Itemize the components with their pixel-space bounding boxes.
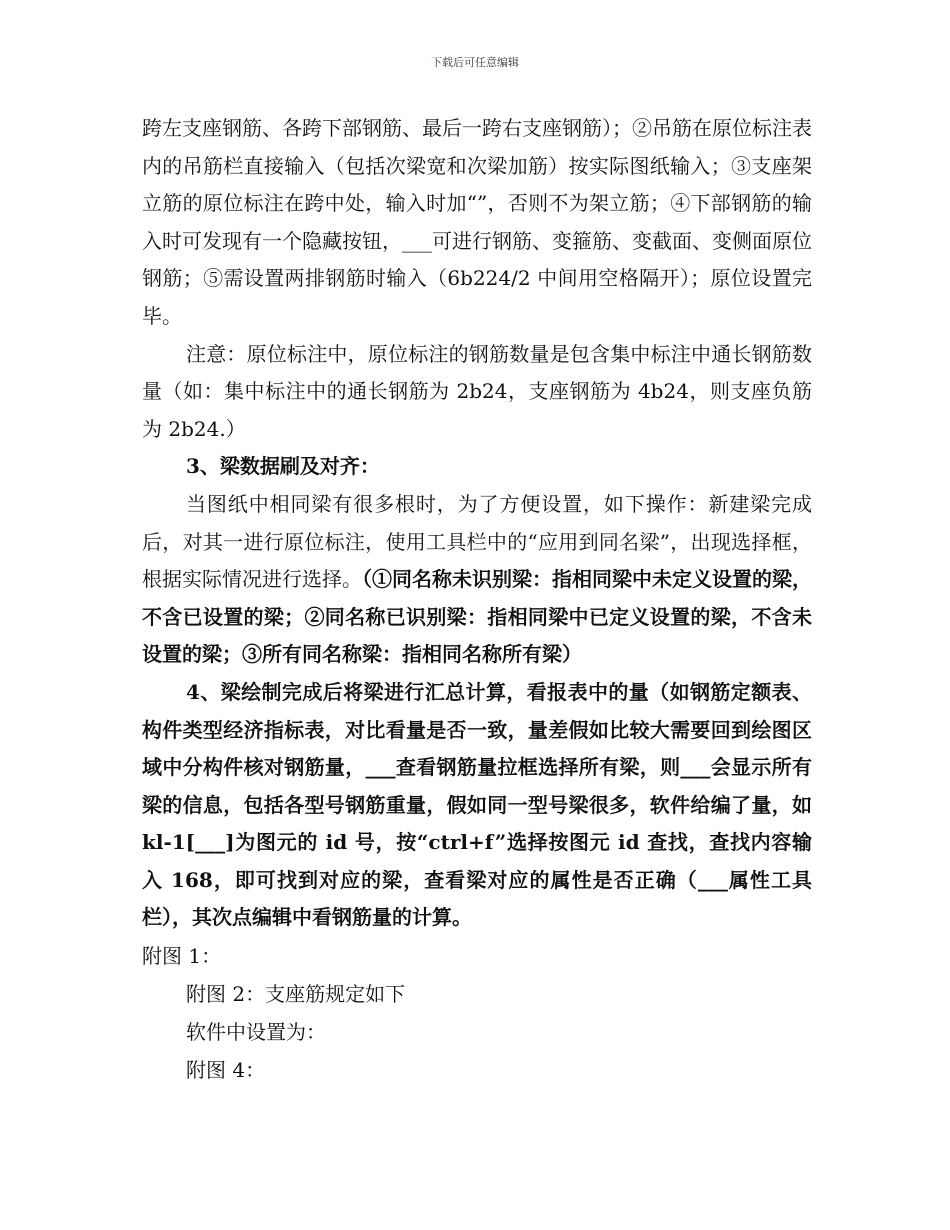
figure-caption-1: 附图 1：	[142, 944, 222, 969]
paragraph-note: 注意：原位标注中，原位标注的钢筋数量是包含集中标注中通长钢筋数量（如：集中标注中的通长钢筋为 2b24，支座钢筋为 4b24，则支座负筋为 2b24.）	[142, 341, 812, 441]
paragraph-same-name-beams-options: （①同名称未识别梁：指相同梁中未定义设置的梁，不含已设置的梁；②同名称已识别梁：指相同梁中已定义设置的梁，不含未设置的梁；③所有同名称梁：指相同名称所有梁）	[142, 567, 812, 667]
figure-caption-2: 附图 2：支座筋规定如下	[186, 982, 406, 1007]
page-header: 下载后可任意编辑	[431, 56, 519, 69]
section-heading-beam-data-brush: 3、梁数据刷及对齐：	[186, 454, 380, 479]
paragraph-summary-calculation: 4、梁绘制完成后将梁进行汇总计算，看报表中的量（如钢筋定额表、构件类型经济指标表，对比看量是否一致，量差假如比较大需要回到绘图区域中分构件核对钢筋量，___查看钢筋量拉框选择所有梁，则___会显示所有梁的信息，包括各型号钢筋重量，假如同一型号梁很多，软件给编了量，如 kl-1[___]为图元的 id 号，按“ctrl+f”选择按图元 id 查找，查找内容输入 168，即可找到对应的梁，查看梁对应的属性是否正确（___属性工具栏），其次点编辑中看钢筋量的计算。	[142, 679, 812, 930]
document-body	[142, 110, 812, 1089]
software-setting-caption: 软件中设置为：	[186, 1020, 326, 1045]
paragraph-same-name-beams-text: 当图纸中相同梁有很多根时，为了方便设置，如下操作：新建梁完成后，对其一进行原位标注，使用工具栏中的“应用到同名梁”，出现选择框，根据实际情况进行选择。	[142, 491, 812, 592]
figure-caption-4: 附图 4：	[186, 1058, 266, 1083]
paragraph-same-name-beams	[142, 486, 812, 674]
paragraph-rebar-input-notes: 跨左支座钢筋、各跨下部钢筋、最后一跨右支座钢筋）；②吊筋在原位标注表内的吊筋栏直接输入（包括次梁宽和次梁加筋）按实际图纸输入；③支座架立筋的原位标注在跨中处，输入时加“”，否则不为架立筋；④下部钢筋的输入时可发现有一个隐藏按钮，___可进行钢筋、变箍筋、变截面、变侧面原位钢筋；⑤需设置两排钢筋时输入（6b224/2 中间用空格隔开）；原位设置完毕。	[142, 116, 812, 328]
